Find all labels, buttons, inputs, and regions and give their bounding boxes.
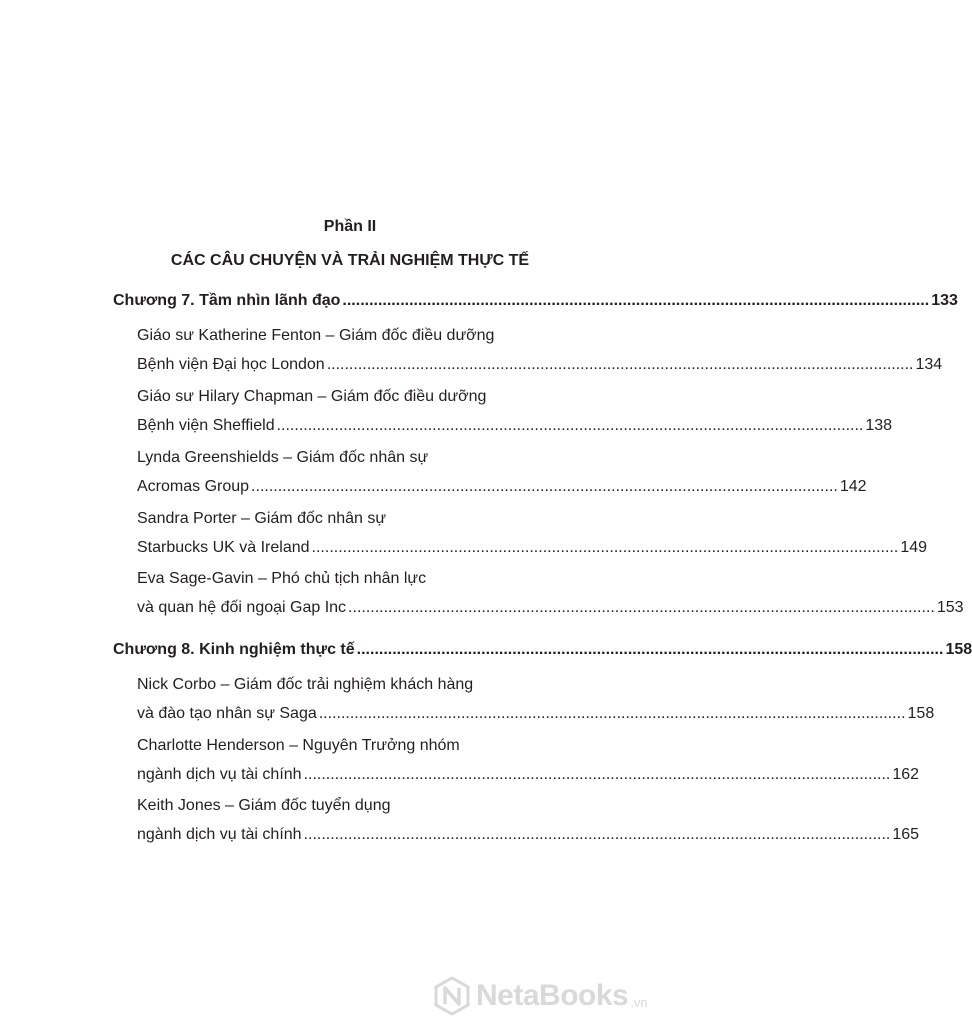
entry-page: 149 xyxy=(900,539,928,556)
leader-dots: .................................................................................................................................... xyxy=(348,599,935,616)
toc-entry xyxy=(137,539,928,561)
chapter-title: Chương 7. Tầm nhìn lãnh đạo xyxy=(113,292,341,309)
entry-page: 153 xyxy=(936,599,964,616)
toc-entry xyxy=(137,705,935,727)
watermark-suffix: .vn xyxy=(630,994,648,1010)
chapter-page: 133 xyxy=(931,292,958,309)
entry-page: 165 xyxy=(892,826,920,843)
toc-entry-line1: Lynda Greenshields – Giám đốc nhân sự xyxy=(137,449,429,466)
toc-entry-line1: Eva Sage-Gavin – Phó chủ tịch nhân lực xyxy=(137,570,427,587)
watermark-brand: NetaBooks xyxy=(476,979,629,1012)
leader-dots: .................................................................................................................................... xyxy=(251,478,838,495)
toc-entry-line2: và quan hệ đối ngoại Gap Inc xyxy=(137,599,347,616)
toc-entry xyxy=(137,478,867,500)
leader-dots: .................................................................................................................................... xyxy=(311,539,899,556)
toc-entry-line2: và đào tạo nhân sự Saga xyxy=(137,705,317,722)
toc-chapter-7 xyxy=(113,292,958,314)
leader-dots: .................................................................................................................................... xyxy=(342,292,930,309)
entry-page: 134 xyxy=(915,356,943,373)
watermark xyxy=(432,974,692,1018)
toc-entry xyxy=(137,417,893,439)
toc-entry-line1: Keith Jones – Giám đốc tuyển dụng xyxy=(137,797,391,814)
entry-page: 142 xyxy=(839,478,867,495)
toc-entry xyxy=(137,826,920,848)
toc-entry-line1: Sandra Porter – Giám đốc nhân sự xyxy=(137,510,387,527)
toc-entry-line1: Charlotte Henderson – Nguyên Trưởng nhóm xyxy=(137,737,460,754)
toc-chapter-8 xyxy=(113,641,972,663)
chapter-title: Chương 8. Kinh nghiệm thực tế xyxy=(113,641,355,658)
toc-entry-line1: Giáo sư Katherine Fenton – Giám đốc điều dưỡng xyxy=(137,327,495,344)
entry-page: 138 xyxy=(865,417,893,434)
netabooks-logo-icon xyxy=(432,976,472,1016)
toc-entry-line2: Acromas Group xyxy=(137,478,250,495)
toc-entry-line2: Bệnh viện Đại học London xyxy=(137,356,325,373)
entry-page: 158 xyxy=(907,705,935,722)
leader-dots: .................................................................................................................................... xyxy=(303,826,891,843)
toc-entry xyxy=(137,766,920,788)
part-subtitle: CÁC CÂU CHUYỆN VÀ TRẢI NGHIỆM THỰC TẾ xyxy=(170,252,530,269)
leader-dots: .................................................................................................................................... xyxy=(326,356,914,373)
entry-page: 162 xyxy=(892,766,920,783)
toc-entry xyxy=(137,356,943,378)
leader-dots: .................................................................................................................................... xyxy=(356,641,944,658)
toc-entry-line2: ngành dịch vụ tài chính xyxy=(137,826,302,843)
part-title: Phần II xyxy=(323,218,377,235)
toc-entry-line2: ngành dịch vụ tài chính xyxy=(137,766,302,783)
toc-entry-line1: Nick Corbo – Giám đốc trải nghiệm khách hàng xyxy=(137,676,474,693)
toc-entry-line2: Starbucks UK và Ireland xyxy=(137,539,310,556)
leader-dots: .................................................................................................................................... xyxy=(303,766,891,783)
chapter-page: 158 xyxy=(945,641,972,658)
toc-entry xyxy=(137,599,964,621)
leader-dots: .................................................................................................................................... xyxy=(276,417,864,434)
toc-entry-line1: Giáo sư Hilary Chapman – Giám đốc điều dưỡng xyxy=(137,388,487,405)
leader-dots: .................................................................................................................................... xyxy=(318,705,906,722)
toc-entry-line2: Bệnh viện Sheffield xyxy=(137,417,275,434)
